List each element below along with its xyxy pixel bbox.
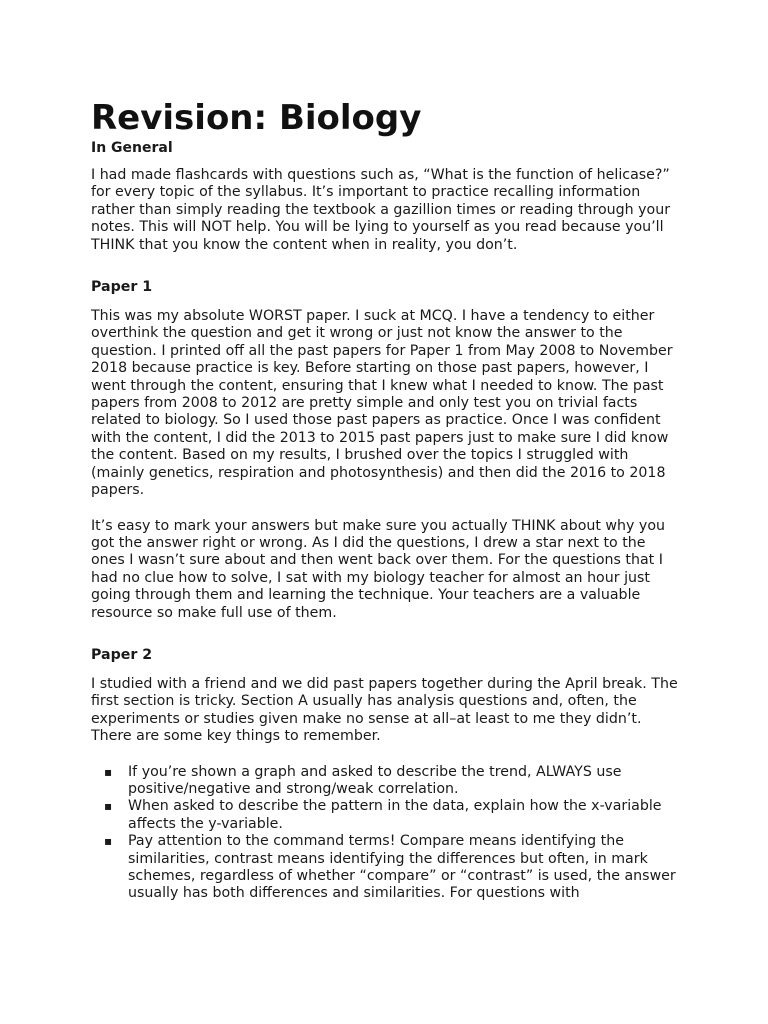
bullet-text: When asked to describe the pattern in the data, explain how the x-variable affects the y-variable. xyxy=(128,798,662,832)
paper2-bullet-list xyxy=(91,764,682,903)
page-title: Revision: Biology xyxy=(91,98,422,138)
list-item xyxy=(91,798,682,833)
paper2-heading: Paper 2 xyxy=(91,646,153,663)
list-item xyxy=(91,833,682,903)
bullet-text: Pay attention to the command terms! Compare means identifying the similarities, contrast means identifying the differences but often, in mark schemes, regardless of whether “compare” or “contrast” is used, the answer usually has both differences and similarities. For questions with xyxy=(128,833,676,902)
general-paragraph: I had made flashcards with questions such as, “What is the function of helicase?” for every topic of the syllabus. It’s important to practice recalling information rather than simply reading the textbook a gazillion times or reading through your notes. This will NOT help. You will be lying to yourself as you read because you’ll THINK that you know the content when in reality, you don’t. xyxy=(91,167,671,253)
bullet-text: If you’re shown a graph and asked to describe the trend, ALWAYS use positive/negative and strong/weak correlation. xyxy=(128,763,622,797)
list-item xyxy=(91,764,682,799)
square-bullet-icon: ▪ xyxy=(104,764,113,779)
paper1-paragraph-1: This was my absolute WORST paper. I suck at MCQ. I have a tendency to either overthink the question and get it wrong or just not know the answer to the question. I printed off all the past papers for Paper 1 from May 2008 to November 2018 because practice is key. Before starting on those past papers, however, I went through the content, ensuring that I knew what I needed to know. The past papers from 2008 to 2012 are pretty simple and only test you on trivial facts related to biology. So I used those past papers as practice. Once I was confident with the content, I did the 2013 to 2015 past papers just to make sure I did know the content. Based on my results, I brushed over the topics I struggled with (mainly genetics, respiration and photosynthesis) and then did the 2016 to 2018 papers. xyxy=(91,308,673,499)
square-bullet-icon: ▪ xyxy=(104,799,113,814)
paper1-paragraph-2: It’s easy to mark your answers but make sure you actually THINK about why you got the answer right or wrong. As I did the questions, I drew a star next to the ones I wasn’t sure about and then went back over them. For the questions that I had no clue how to solve, I sat with my biology teacher for almost an hour just going through them and learning the technique. Your teachers are a valuable resource so make full use of them. xyxy=(91,517,666,621)
paper1-heading: Paper 1 xyxy=(91,279,153,296)
square-bullet-icon: ▪ xyxy=(104,834,113,849)
general-heading: In General xyxy=(91,140,173,156)
paper2-paragraph: I studied with a friend and we did past papers together during the April break. The first section is tricky. Section A usually has analysis questions and, often, the experiments or studies given make no sense at all–at least to me they didn’t. There are some key things to remember. xyxy=(91,675,678,745)
